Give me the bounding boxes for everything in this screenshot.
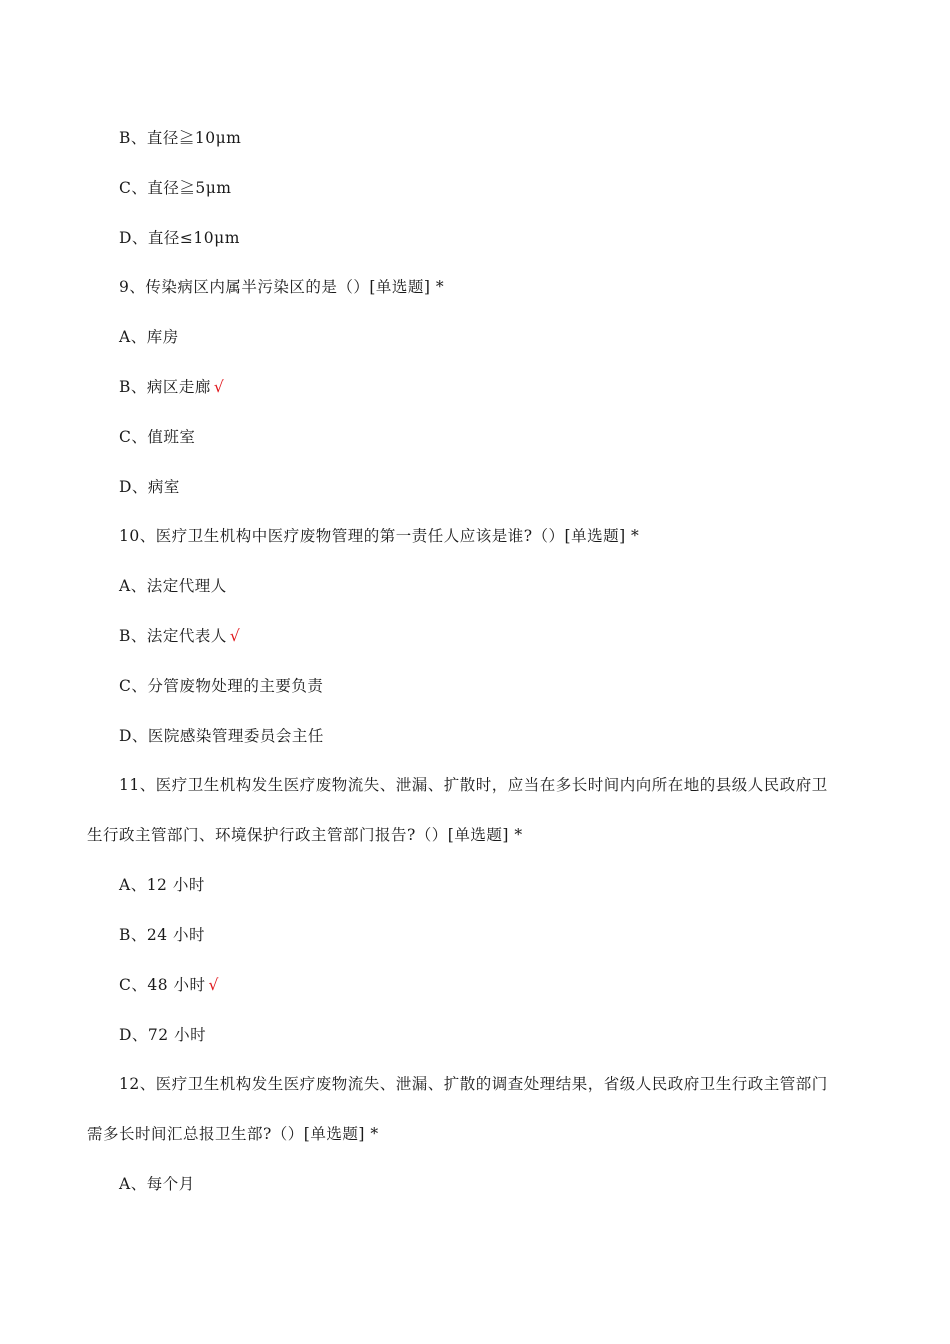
question-text: 生行政主管部门、环境保护行政主管部门报告?（）[单选题] * xyxy=(87,826,523,844)
option-text: D、72 小时 xyxy=(119,1026,207,1044)
option-q9-b xyxy=(119,377,224,397)
question-text: 9、传染病区内属半污染区的是（）[单选题] * xyxy=(119,278,445,296)
option-text: A、库房 xyxy=(119,328,179,346)
correct-check-icon: √ xyxy=(213,378,225,396)
question-text: 11、医疗卫生机构发生医疗废物流失、泄漏、扩散时，应当在多长时间内向所在地的县级人民政府卫 xyxy=(119,776,828,794)
option-text: C、48 小时 xyxy=(119,976,206,994)
option-q9-c xyxy=(119,427,195,447)
option-text: A、法定代理人 xyxy=(119,577,227,595)
question-text: 10、医疗卫生机构中医疗废物管理的第一责任人应该是谁?（）[单选题] * xyxy=(119,527,640,545)
option-text: B、24 小时 xyxy=(119,926,206,944)
option-q12-a xyxy=(119,1174,195,1194)
option-text: C、直径≧5μm xyxy=(119,179,232,197)
question-11-line-1 xyxy=(119,775,828,795)
question-text: 12、医疗卫生机构发生医疗废物流失、泄漏、扩散的调查处理结果，省级人民政府卫生行政主管部门 xyxy=(119,1075,828,1093)
option-text: C、值班室 xyxy=(119,428,196,446)
option-q11-d xyxy=(119,1025,206,1045)
option-q9-d xyxy=(119,477,180,497)
correct-check-icon: √ xyxy=(229,627,241,645)
option-q8-d xyxy=(119,228,240,248)
question-12-line-1 xyxy=(119,1074,828,1094)
question-9 xyxy=(119,277,444,297)
option-q11-c xyxy=(119,975,219,995)
option-text: A、12 小时 xyxy=(119,876,205,894)
option-q10-a xyxy=(119,576,227,596)
question-11-line-2 xyxy=(87,825,523,845)
option-q9-a xyxy=(119,327,179,347)
option-q10-b xyxy=(119,626,240,646)
question-12-line-2 xyxy=(87,1124,379,1144)
option-text: B、病区走廊 xyxy=(119,378,211,396)
option-text: C、分管废物处理的主要负责 xyxy=(119,677,324,695)
option-text: A、每个月 xyxy=(119,1175,195,1193)
option-text: D、直径≤10μm xyxy=(119,229,240,247)
question-text: 需多长时间汇总报卫生部?（）[单选题] * xyxy=(87,1125,379,1143)
option-q11-a xyxy=(119,875,205,895)
option-text: D、病室 xyxy=(119,478,180,496)
correct-check-icon: √ xyxy=(208,976,219,994)
option-q10-d xyxy=(119,726,324,746)
option-q8-b xyxy=(119,128,241,148)
option-text: D、医院感染管理委员会主任 xyxy=(119,727,324,745)
option-text: B、直径≧10μm xyxy=(119,129,242,147)
option-q11-b xyxy=(119,925,205,945)
option-q10-c xyxy=(119,676,323,696)
option-text: B、法定代表人 xyxy=(119,627,227,645)
question-10 xyxy=(119,526,639,546)
option-q8-c xyxy=(119,178,232,198)
